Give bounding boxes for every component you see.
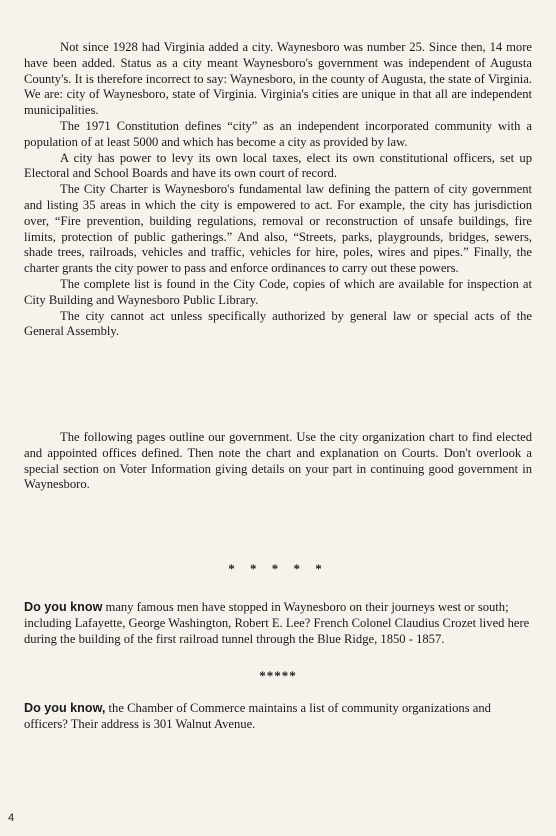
city-status-section xyxy=(24,40,532,340)
paragraph: A city has power to levy its own local taxes, elect its own constitutional officers, set up Electoral and School Boards and have its own court of record. xyxy=(24,150,532,181)
government-outline-section xyxy=(24,430,532,493)
paragraph: The 1971 Constitution defines “city” as an independent incorporated community with a population of at least 5000 and which has become a city as provided by law. xyxy=(24,118,532,149)
note-lead: Do you know xyxy=(24,600,103,614)
page-number: 4 xyxy=(8,812,15,824)
note-text: many famous men have stopped in Waynesboro on their journeys west or south; including Lafayette, George Washington, Robert E. Lee? French Colonel Claudius Crozet lived here during the building of the first railroad tunnel through the Blue Ridge, 1850 - 1857. xyxy=(24,600,530,646)
paragraph: The complete list is found in the City Code, copies of which are available for inspection at City Building and Waynesboro Public Library. xyxy=(24,276,532,307)
paragraph: Not since 1928 had Virginia added a city. Waynesboro was number 25. Since then, 14 more have been added. Status as a city meant Waynesboro's government was independent of Augusta County's. It is therefore incorrect to say: Waynesboro, in the county of Augusta, the state of Virginia. We are: city of Waynesboro, state of Virginia. Virginia's cities are unique in that all are independent municipalities. xyxy=(24,40,532,118)
did-you-know-note xyxy=(24,701,532,733)
note-text: the Chamber of Commerce maintains a list of community organizations and officers? Their address is 301 Walnut Avenue. xyxy=(24,701,491,731)
note-lead: Do you know, xyxy=(24,701,106,715)
section-separator: * * * * * xyxy=(228,561,328,576)
paragraph: The city cannot act unless specifically authorized by general law or special acts of the General Assembly. xyxy=(24,308,532,339)
section-separator: ***** xyxy=(259,668,297,683)
did-you-know-note xyxy=(24,600,532,647)
paragraph: The City Charter is Waynesboro's fundamental law defining the pattern of city government and listing 35 areas in which the city is empowered to act. For example, the city has jurisdiction over, “Fire prevention, building regulations, removal or reconstruction of unsafe buildings, fire limits, protection of public gatherings.” And also, “Streets, parks, playgrounds, bridges, sewers, shade trees, railroads, vehicles and traffic, vehicles for hire, poles, wires and pipes.” Finally, the charter grants the city power to pass and enforce ordinances to carry out these powers. xyxy=(24,182,532,276)
paragraph: The following pages outline our government. Use the city organization chart to find elected and appointed offices defined. Then note the chart and explanation on Courts. Don't overlook a special section on Voter Information giving details on your part in continuing good government in Waynesboro. xyxy=(24,430,532,492)
